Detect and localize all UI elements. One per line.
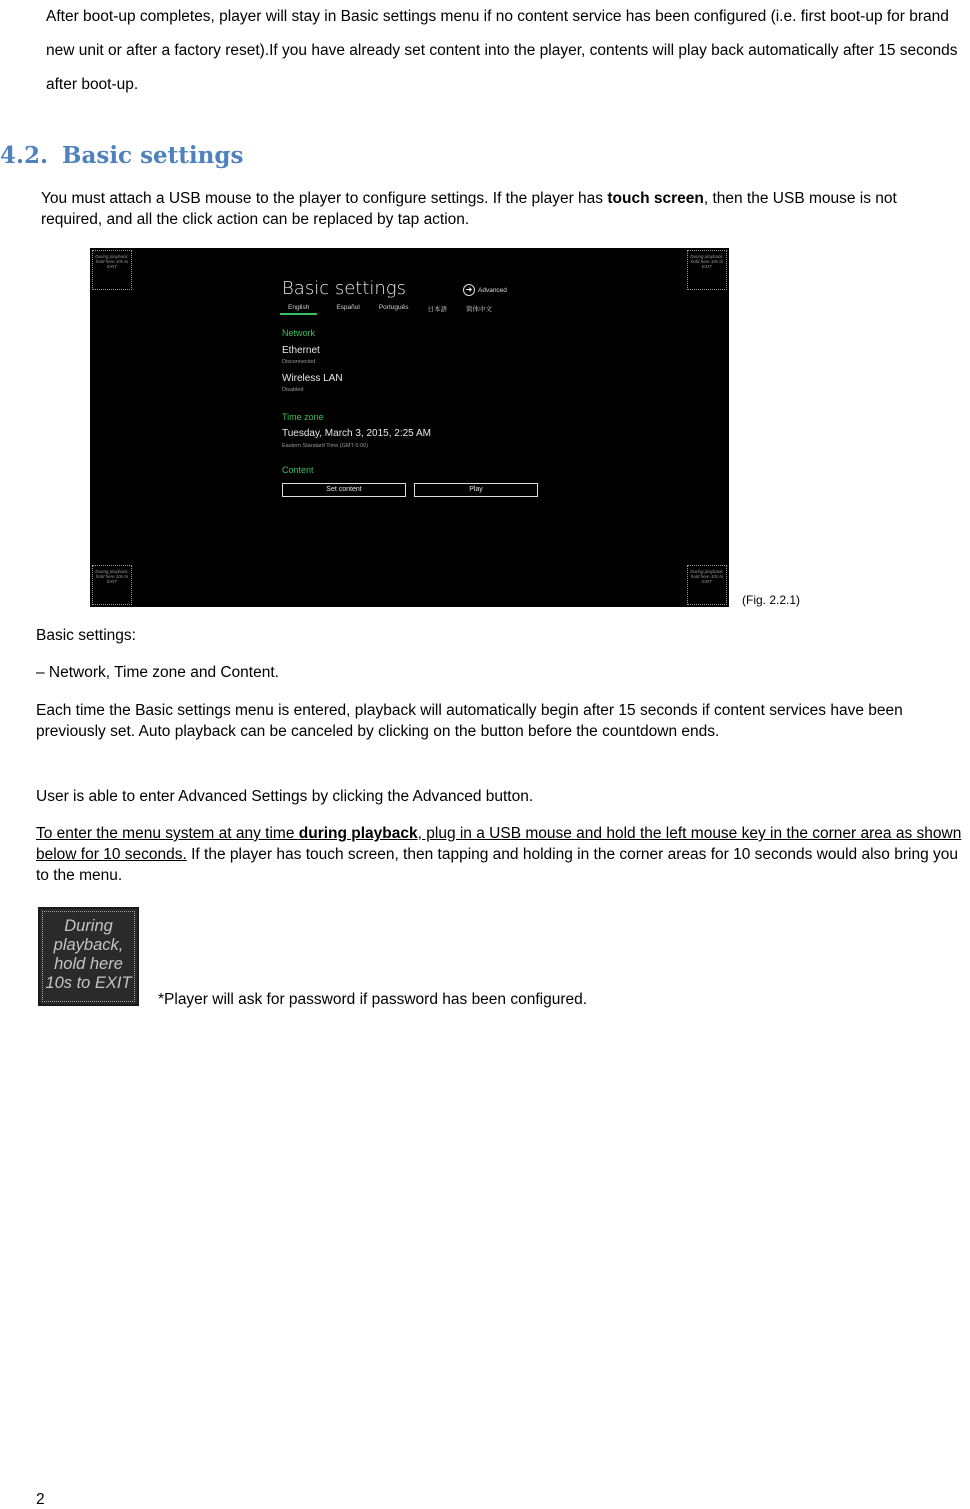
para4-underlined-b: , plug in a USB mouse and hold the left mouse key in the corner area as shown below for 10 seconds. [36, 825, 962, 863]
timezone-value: Eastern Standard Time (GMT-5:00) [282, 443, 368, 449]
tab-language-portuguese[interactable]: Português [378, 304, 409, 311]
password-note: *Player will ask for password if password has been configured. [158, 991, 588, 1008]
usb-mouse-paragraph [41, 188, 961, 230]
intro-paragraph: After boot-up completes, player will stay in Basic settings menu if no content service has been configured (i.e. first boot-up for brand new unit or after a factory reset).If you have already set content into the player, contents will play back automatically after 15 seconds after boot-up. [46, 8, 958, 93]
content-header: Content [282, 465, 314, 475]
corner-exit-area-bottom-right[interactable]: During playback, hold here 10s to EXIT [687, 565, 727, 605]
advanced-label: Advanced [478, 286, 507, 294]
para1-bold: touch screen [607, 190, 704, 207]
arrow-right-circle-icon: ➜ [463, 284, 475, 296]
datetime-item[interactable]: Tuesday, March 3, 2015, 2:25 AM [282, 428, 431, 439]
corner-exit-area-bottom-left[interactable]: During playback, hold here 10s to EXIT [92, 565, 132, 605]
corner-exit-area-top-left[interactable]: During playback, hold here 10s to EXIT [92, 250, 132, 290]
para1-text-b: , then the USB mouse is not required, and all the click action can be replaced by tap action. [41, 190, 897, 228]
play-button[interactable]: Play [414, 483, 538, 497]
menu-access-paragraph [36, 823, 970, 886]
tab-language-spanish[interactable]: Español [336, 304, 360, 311]
para4-underlined-bold: during playback [298, 825, 418, 842]
para1-text-a: You must attach a USB mouse to the player to configure settings. If the player has [41, 190, 608, 207]
language-tabs [282, 304, 511, 315]
basic-settings-list: – Network, Time zone and Content. [36, 664, 279, 681]
set-content-button[interactable]: Set content [282, 483, 406, 497]
figure-caption: (Fig. 2.2.1) [742, 593, 801, 607]
exit-corner-icon-text: During playback, hold here 10s to EXIT [42, 911, 135, 1002]
auto-playback-paragraph: Each time the Basic settings menu is entered, playback will automatically begin after 15 seconds if content services have been previously set. Auto playback can be canceled by clicking on the button before the countdown ends. [36, 702, 903, 740]
wireless-lan-item[interactable]: Wireless LAN [282, 373, 343, 384]
tab-language-english[interactable]: English [280, 304, 317, 315]
exit-corner-icon [38, 907, 139, 1006]
tab-language-chinese[interactable]: 简体中文 [465, 306, 492, 313]
corner-exit-area-top-right[interactable]: During playback, hold here 10s to EXIT [687, 250, 727, 290]
wireless-lan-status: Disabled [282, 387, 304, 393]
advanced-button[interactable] [463, 284, 507, 296]
basic-settings-label: Basic settings: [36, 627, 136, 644]
section-number: 4.2. [0, 142, 49, 169]
section-heading [0, 142, 243, 169]
basic-settings-screenshot [90, 248, 729, 607]
ethernet-item[interactable]: Ethernet [282, 345, 320, 356]
section-title: Basic settings [62, 142, 244, 169]
timezone-header: Time zone [282, 412, 324, 422]
ethernet-status: Disconnected [282, 359, 316, 365]
advanced-settings-paragraph: User is able to enter Advanced Settings by clicking the Advanced button. [36, 788, 534, 805]
network-header: Network [282, 328, 316, 338]
screen-title: Basic settings [282, 278, 406, 299]
para4-rest: If the player has touch screen, then tapping and holding in the corner areas for 10 seconds would also bring you to the menu. [36, 846, 958, 884]
tab-language-japanese[interactable]: 日本語 [427, 306, 447, 313]
page-number: 2 [36, 1491, 45, 1508]
para4-underlined-a: To enter the menu system at any time [36, 825, 299, 842]
